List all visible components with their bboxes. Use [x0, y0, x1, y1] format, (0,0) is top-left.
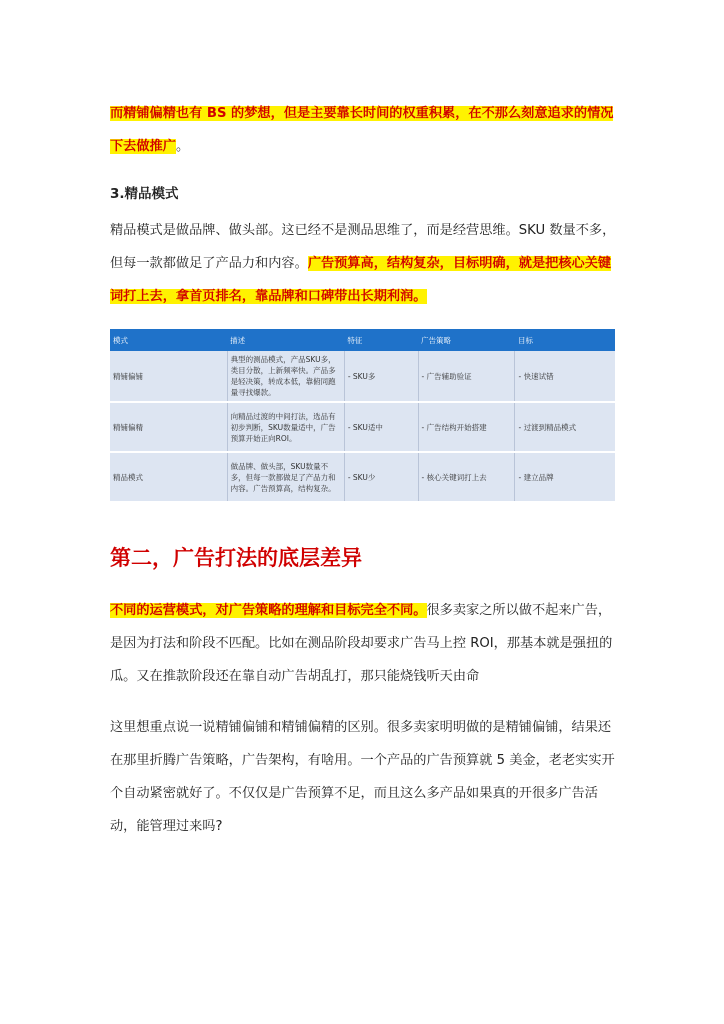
- section2-highlight: 不同的运营模式，对广告策略的理解和目标完全不同。: [110, 603, 427, 618]
- table-cell: 精品模式: [110, 452, 227, 502]
- section2-paragraph-2: 这里想重点说一说精铺偏铺和精铺偏精的区别。很多卖家明明做的是精铺偏铺，结果还在那里折腾广告策略，广告架构，有啥用。一个产品的广告预算就 5 美金，老老实实开个自动紧密就好了。不仅仅是广告预算不足，而且这么多产品如果真的开很多广告活动，能管理过来吗?: [110, 720, 615, 834]
- section3-text: 精品模式是做品牌、做头部。这已经不是测品思维了，而是经营思维。SKU 数量不多，但每一款都做足了产品力和内容。: [110, 223, 616, 271]
- table-row: [110, 452, 615, 502]
- table-cell: - 核心关键词打上去: [418, 452, 515, 502]
- table-cell: 典型的测品模式，产品SKU多，类目分散，上新频率快。产品多是轻决策，转成本低，靠俯同跑量寻找爆款。: [227, 351, 344, 402]
- section-heading-2: 第二，广告打法的底层差异: [110, 546, 362, 570]
- section2-text: 很多卖家之所以做不起来广告，是因为打法和阶段不匹配。比如在测品阶段却要求广告马上控 ROI，那基本就是强扭的瓜。又在推款阶段还在靠自动广告胡乱打，那只能烧钱听天由命: [110, 603, 613, 684]
- table-cell: - 建立品牌: [515, 452, 615, 502]
- table-row: [110, 351, 615, 402]
- table-cell: 向精品过渡的中间打法，选品有初步判断，SKU数量适中，广告预算开始正向ROI。: [227, 402, 344, 452]
- table-cell: - 广告结构开始搭建: [418, 402, 515, 452]
- table-header-cell: 特征: [344, 329, 418, 351]
- mode-comparison-table: [110, 329, 615, 503]
- table-cell: - 快速试错: [515, 351, 615, 402]
- table-header-cell: 广告策略: [418, 329, 515, 351]
- table-cell: - SKU少: [344, 452, 418, 502]
- table-header-cell: 模式: [110, 329, 227, 351]
- section-heading-3: 3.精品模式: [110, 186, 179, 202]
- section3-highlight: 广告预算高，结构复杂，目标明确，就是把核心关键词打上去，拿首页排名，靠品牌和口碑带出长期利润。: [110, 256, 612, 304]
- section2-paragraph-1: [110, 594, 618, 693]
- table-header-row: [110, 329, 615, 351]
- table-cell: - 过渡到精品模式: [515, 402, 615, 452]
- table-cell: 做品牌、做头部，SKU数量不多，但每一款都做足了产品力和内容。广告预算高，结构复杂。: [227, 452, 344, 502]
- table-header-cell: 描述: [227, 329, 344, 351]
- table-header-cell: 目标: [515, 329, 615, 351]
- section3-paragraph: [110, 214, 618, 313]
- intro-highlight: 而精铺偏精也有 BS 的梦想，但是主要靠长时间的权重积累，在不那么刻意追求的情况下去做推广: [110, 106, 614, 154]
- intro-tail: 。: [175, 139, 190, 154]
- intro-paragraph: [110, 97, 618, 163]
- table-cell: 精铺偏精: [110, 402, 227, 452]
- table-cell: 精铺偏铺: [110, 351, 227, 402]
- table-cell: - SKU适中: [344, 402, 418, 452]
- table-cell: - SKU多: [344, 351, 418, 402]
- table-row: [110, 402, 615, 452]
- table-cell: - 广告辅助验证: [418, 351, 515, 402]
